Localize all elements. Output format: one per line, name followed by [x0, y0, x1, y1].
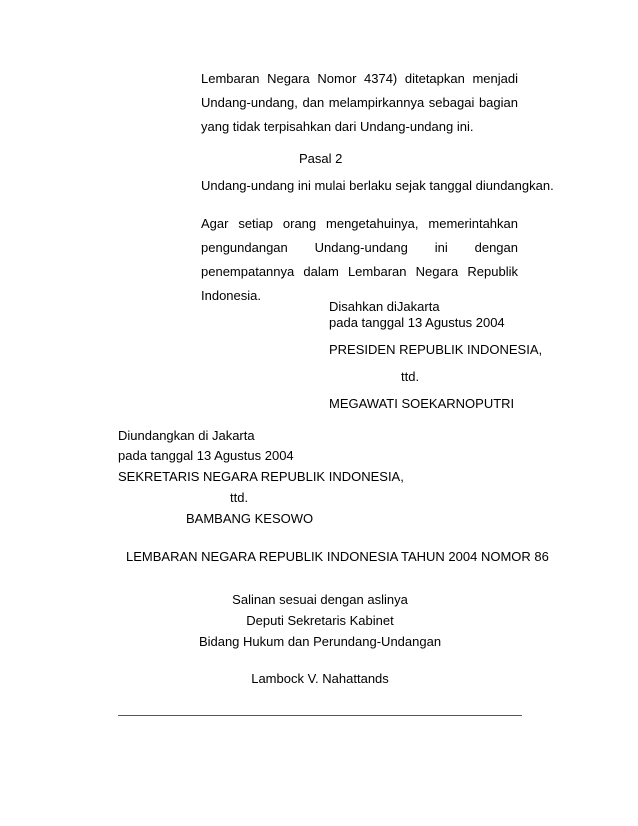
certification-line-3: Bidang Hukum dan Perundang-Undangan: [198, 634, 442, 649]
gazette-line: LEMBARAN NEGARA REPUBLIK INDONESIA TAHUN 2004 NOMOR 86: [126, 549, 549, 564]
certification-name: Lambock V. Nahattands: [251, 671, 389, 686]
article-heading: Pasal 2: [299, 151, 343, 166]
intro-paragraph: Lembaran Negara Nomor 4374) ditetapkan menjadi Undang-undang, dan melampirkannya sebagai bagian yang tidak terpisahkan dari Undang-undang ini.: [201, 71, 518, 134]
certification-line-2: Deputi Sekretaris Kabinet: [246, 613, 394, 628]
enactment-title: PRESIDEN REPUBLIK INDONESIA,: [329, 342, 543, 357]
enactment-date: pada tanggal 13 Agustus 2004: [329, 315, 505, 330]
promulgation-signatory-name: BAMBANG KESOWO: [186, 511, 314, 526]
enactment-place: Disahkan diJakarta: [329, 299, 440, 314]
enactment-signed: ttd.: [401, 369, 420, 384]
promulgation-title: SEKRETARIS NEGARA REPUBLIK INDONESIA,: [118, 469, 404, 484]
enactment-signatory-name: MEGAWATI SOEKARNOPUTRI: [329, 396, 515, 411]
closing-paragraph: Agar setiap orang mengetahuinya, memerintahkan pengundangan Undang-undang ini dengan penempatannya dalam Lembaran Negara Republik Indonesia.: [201, 216, 518, 303]
promulgation-place: Diundangkan di Jakarta: [118, 428, 255, 443]
promulgation-date: pada tanggal 13 Agustus 2004: [118, 448, 294, 463]
certification-line-1: Salinan sesuai dengan aslinya: [232, 592, 408, 607]
promulgation-signed: ttd.: [230, 490, 249, 505]
article-text: Undang-undang ini mulai berlaku sejak tanggal diundangkan.: [201, 178, 554, 193]
footer-divider: [118, 715, 522, 716]
